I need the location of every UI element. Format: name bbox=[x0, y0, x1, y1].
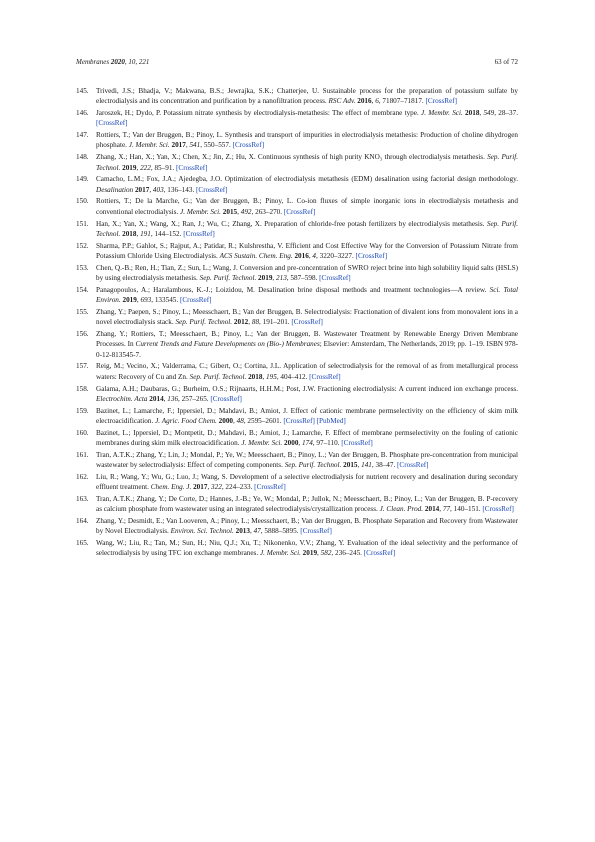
reference-journal: J. Agric. Food Chem. bbox=[155, 416, 217, 425]
reference-number: 145. bbox=[76, 87, 89, 95]
reference-item: 149. Camacho, L.M.; Fox, J.A.; Ajedegba, J.O. Optimization of electrodialysis metathesis (EDM) desalination using factorial design methodology. Desalination 2017, 403, 136–143. [CrossRef] bbox=[76, 175, 518, 194]
reference-item: 147. Rottiers, T.; Van der Bruggen, B.; Pinoy, L. Synthesis and transport of impurities in electrodialysis metathesis: Production of choline dihydrogen phosphate. J. Membr. Sci. 2017, 541, 550–557. [CrossRef] bbox=[76, 131, 518, 150]
reference-volume: 582 bbox=[320, 549, 332, 558]
crossref-link[interactable]: [CrossRef] bbox=[300, 527, 332, 536]
reference-authors-title: Trivedi, J.S.; Bhadja, V.; Makwana, B.S.; Jewrajka, S.K.; Chatterjee, U. Sustainable process for the preparation of potassium sulfate by electrodialysis and its concentration and purification by a nanofiltration process. bbox=[96, 87, 518, 106]
reference-journal: Sep. Purif. Technol. bbox=[96, 219, 519, 238]
reference-journal: Sci. Total Environ. bbox=[96, 285, 518, 305]
reference-number: 146. bbox=[76, 109, 89, 118]
crossref-link[interactable]: [CrossRef] bbox=[482, 505, 514, 514]
reference-volume: 492 bbox=[240, 207, 252, 216]
reference-number: 152. bbox=[76, 241, 89, 250]
reference-authors-title: Jaroszek, H.; Dydo, P. Potassium nitrate synthesis by electrodialysis-metathesis: The effect of membrane type. bbox=[96, 109, 419, 118]
crossref-link[interactable]: [CrossRef] bbox=[183, 229, 215, 238]
reference-authors-title: Zhang, X.; Han, X.; Yan, X.; Chen, X.; Jin, Z.; Hu, X. Continuous synthesis of high purity KNO₃ through electrodialysis metathesis. bbox=[96, 153, 485, 162]
reference-number: 158. bbox=[76, 384, 89, 393]
reference-year: 2015 bbox=[343, 461, 358, 470]
reference-volume: 549 bbox=[483, 109, 495, 118]
reference-year: 2017 bbox=[134, 185, 150, 194]
reference-year: 2013 bbox=[235, 527, 250, 536]
reference-number: 160. bbox=[76, 428, 89, 437]
reference-item bbox=[76, 329, 519, 360]
reference-pages: , 263–270. bbox=[251, 207, 283, 216]
reference-number: 150. bbox=[76, 197, 89, 206]
crossref-link[interactable]: [CrossRef] bbox=[96, 119, 128, 128]
reference-item: 160. Bazinet, L.; Ippersiel, D.; Montpetit, D.; Mahdavi, B.; Amiot, J.; Lamarche, F. Effect of membrane permselectivity on the fouling of cationic membranes during skim milk electroacidification. J. Membr. Sci. 2000, 174, 97–110. [CrossRef] bbox=[76, 428, 518, 447]
reference-pages: , 144–152. bbox=[150, 229, 182, 238]
crossref-link[interactable]: [CrossRef] bbox=[425, 97, 458, 106]
reference-authors-title: Zhang, Y.; Desmidt, E.; Van Looveren, A.; Pinoy, L.; Meesschaert, B.; Van der Bruggen, B. Phosphate Separation and Recovery from Wastewater by Novel Electrodialysis. bbox=[96, 517, 518, 536]
reference-authors-title: Galama, A.H.; Daubaras, G.; Burheim, O.S.; Rijnaarts, H.H.M.; Post, J.W. Fractioning electrodialysis: A current induced ion exchange process. bbox=[96, 384, 518, 393]
reference-year: 2018 bbox=[248, 372, 263, 381]
reference-item: 148. Zhang, X.; Han, X.; Yan, X.; Chen, X.; Jin, Z.; Hu, X. Continuous synthesis of high purity KNO₃ through electrodialysis metathesis. Sep. Purif. Technol. 2019, 222, 85–91. [CrossRef] bbox=[76, 153, 519, 172]
reference-authors-title: Chen, Q.-B.; Ren, H.; Tian, Z.; Sun, L.; Wang, J. Conversion and pre-concentration of SWRO reject brine into high solubility liquid salts (HSLS) by using electrodialysis metathesis. bbox=[96, 263, 518, 283]
crossref-link[interactable]: [CrossRef] bbox=[397, 461, 429, 470]
reference-item: 162. Liu, R.; Wang, Y.; Wu, G.; Luo, J.; Wang, S. Development of a selective electrodialysis for nutrient recovery and desalination during secondary effluent treatment. Chem. Eng. J. 2017, 322, 224–233. [CrossRef] bbox=[76, 472, 518, 492]
reference-pages: , 224–233. bbox=[221, 483, 253, 492]
reference-pages: , 3220–3227. bbox=[316, 251, 354, 260]
reference-authors-title: Rottiers, T.; De la Marche, G.; Van der Bruggen, B.; Pinoy, L. Co-ion fluxes of simple inorganic ions in electrodialysis metathesis and conventional electrodialysis. bbox=[96, 197, 518, 216]
reference-authors-title: Camacho, L.M.; Fox, J.A.; Ajedegba, J.O. Optimization of electrodialysis metathesis (EDM) desalination using factorial design methodology. bbox=[96, 175, 518, 184]
reference-journal: Sep. Purif. Technol. bbox=[175, 318, 233, 327]
reference-pages: , 236–245. bbox=[331, 549, 362, 558]
reference-volume: 141 bbox=[361, 461, 372, 470]
reference-year: 2019 bbox=[122, 163, 137, 172]
reference-journal: Sep. Purif. Technol. bbox=[284, 461, 342, 470]
reference-journal: J. Membr. Sci. bbox=[421, 109, 463, 118]
reference-item: 165. Wang, W.; Liu, R.; Tan, M.; Sun, H.; Niu, Q.J.; Xu, T.; Nikonenko, V.V.; Zhang, Y. Evaluation of the ideal selectivity and the performance of selectrodialysis by using TFC ion exchange membranes. J. Membr. Sci. 2019, 582, 236–245. [CrossRef] bbox=[76, 539, 518, 558]
reference-journal: J. Membr. Sci. bbox=[180, 207, 221, 216]
reference-number: 151. bbox=[76, 219, 89, 228]
reference-year: 2019 bbox=[302, 549, 318, 558]
reference-pages: , 28–37. bbox=[494, 109, 519, 118]
reference-journal: Desalination bbox=[96, 185, 134, 194]
crossref-link[interactable]: [CrossRef] bbox=[309, 372, 341, 381]
crossref-link[interactable]: [CrossRef] bbox=[283, 207, 316, 216]
reference-journal: J. Membr. Sci. bbox=[241, 439, 283, 447]
reference-volume: 47 bbox=[253, 527, 261, 536]
reference-year: 2012 bbox=[233, 318, 249, 327]
reference-authors-title: Tran, A.T.K.; Zhang, Y.; Lin, J.; Mondal, P.; Ye, W.; Meesschaert, B.; Pinoy, L.; Van der Bruggen, B. Phosphate pre-concentration from municipal wastewater by selectrodialysis: Effect of competing components. bbox=[96, 450, 518, 470]
reference-journal: J. Clean. Prod. bbox=[379, 505, 424, 514]
journal-year: 2020 bbox=[110, 58, 125, 66]
reference-item: 157. Reig, M.; Vecino, X.; Valderrama, C.; Gibert, O.; Cortina, J.L. Application of selectrodialysis for the removal of as from metallurgical process waters: Recovery of Cu and Zn. Sep. Purif. Technol. 2018, 195, 404–412. [CrossRef] bbox=[76, 362, 518, 381]
reference-year: 2019 bbox=[258, 274, 273, 283]
reference-authors-title: Sharma, P.P.; Gahlot, S.; Rajput, A.; Patidar, R.; Kulshrestha, V. Efficient and Cost Effective Way for the Conversion of Potassium Nitrate from Potassium Chloride Using Electrodialysis. bbox=[96, 241, 518, 260]
reference-item: 161. Tran, A.T.K.; Zhang, Y.; Lin, J.; Mondal, P.; Ye, W.; Meesschaert, B.; Pinoy, L.; Van der Bruggen, B. Phosphate pre-concentration from municipal wastewater by selectrodialysis: Effect of competing components. Sep. Purif. Technol. 2015, 141, 38–47. [CrossRef] bbox=[76, 450, 518, 470]
crossref-link[interactable]: [CrossRef] bbox=[319, 274, 351, 283]
reference-item: 158. Galama, A.H.; Daubaras, G.; Burheim, O.S.; Rijnaarts, H.H.M.; Post, J.W. Fractioning electrodialysis: A current induced ion exchange process. Electrochim. Acta 2014, 136, 257–265. [CrossRef] bbox=[76, 384, 518, 403]
reference-journal: Sep. Purif. Technol. bbox=[199, 274, 257, 283]
reference-pages: , 97–110. bbox=[312, 439, 340, 447]
reference-number: 159. bbox=[76, 406, 89, 415]
reference-volume: 4 bbox=[312, 251, 317, 260]
reference-journal: Environ. Sci. Technol. bbox=[170, 527, 234, 536]
journal-name: Membranes bbox=[76, 58, 110, 66]
reference-authors-title: Rottiers, T.; Van der Bruggen, B.; Pinoy, L. Synthesis and transport of impurities in electrodialysis metathesis: Production of choline dihydrogen phosphate. bbox=[96, 131, 518, 150]
reference-pages: , 550–557. bbox=[200, 141, 231, 150]
reference-volume: 48 bbox=[236, 416, 244, 425]
reference-volume: 77 bbox=[442, 505, 451, 514]
reference-journal: ACS Sustain. Chem. Eng. bbox=[219, 251, 293, 260]
reference-volume: 541 bbox=[189, 141, 201, 150]
reference-journal: J. Membr. Sci. bbox=[259, 549, 301, 558]
reference-year: 2018 bbox=[465, 109, 480, 118]
reference-number: 161. bbox=[76, 450, 89, 459]
reference-number: 153. bbox=[76, 263, 89, 272]
reference-volume: 195 bbox=[266, 372, 277, 381]
crossref-link[interactable]: [CrossRef] bbox=[196, 185, 228, 194]
reference-number: 162. bbox=[76, 472, 89, 481]
journal-volume: 10 bbox=[128, 58, 136, 66]
reference-authors-title: Zhang, Y.; Rottiers, T.; Meesschaert, B.; Pinoy, L.; Van der Bruggen, B. Wastewater Treatment by Renewable Energy Driven Membrane Processes. In bbox=[96, 330, 518, 349]
crossref-link[interactable]: [CrossRef] bbox=[363, 549, 396, 558]
reference-year: 2014 bbox=[149, 394, 164, 403]
reference-pages: , 587–598. bbox=[286, 274, 318, 283]
reference-volume: 136 bbox=[167, 394, 179, 403]
reference-year: 2017 bbox=[193, 483, 208, 492]
crossref-link[interactable]: [CrossRef] bbox=[291, 318, 323, 327]
article-number: 221 bbox=[138, 58, 150, 66]
pubmed-link[interactable]: [PubMed] bbox=[316, 416, 346, 425]
reference-journal: Sep. Purif. Technol. bbox=[189, 372, 247, 381]
reference-number: 154. bbox=[76, 285, 89, 294]
reference-pages: ; Elsevier: Amsterdam, The Netherlands, 2019; pp. 1–19. ISBN 978-0-12-813545-7. bbox=[96, 340, 519, 359]
reference-pages: , 85–91. bbox=[150, 163, 175, 172]
reference-authors-title: Bazinet, L.; Lamarche, F.; Ippersiel, D.; Mahdavi, B.; Amiot, J. Effect of cationic membrane permselectivity on the efficiency of skim milk electroacidification. bbox=[96, 406, 518, 425]
page-number: 63 of 72 bbox=[494, 58, 518, 66]
crossref-link[interactable]: [CrossRef] bbox=[355, 251, 388, 260]
reference-journal: Sep. Purif. Technol. bbox=[96, 153, 519, 172]
crossref-link[interactable]: [CrossRef] bbox=[232, 141, 265, 150]
reference-authors-title: Wang, W.; Liu, R.; Tan, M.; Sun, H.; Niu, Q.J.; Xu, T.; Nikonenko, V.V.; Zhang, Y. Evaluation of the ideal selectivity and the performance of selectrodialysis by using TFC ion exchange membranes. bbox=[96, 539, 518, 558]
reference-item: 155. Zhang, Y.; Paepen, S.; Pinoy, L.; Meesschaert, B.; Van der Bruggen, B. Selectrodialysis: Fractionation of divalent ions from monovalent ions in a novel electrodialysis stack. Sep. Purif. Technol. 2012, 88, 191–201. [CrossRef] bbox=[76, 307, 518, 327]
reference-number: 156. bbox=[76, 330, 89, 339]
reference-pages: , 2595–2601. bbox=[243, 416, 282, 425]
crossref-link[interactable]: [CrossRef] bbox=[176, 163, 208, 172]
reference-authors-title: Tran, A.T.K.; Zhang, Y.; De Corte, D.; Hannes, J.-B.; Ye, W.; Mondal, P.; Jullok, N.; Meesschaert, B.; Pinoy, L.; Van der Bruggen, B. P-recovery as calcium phosphate from wastewater using an integrated selectrodialysis/crystallization process. bbox=[96, 494, 518, 514]
reference-volume: 322 bbox=[211, 483, 222, 492]
reference-journal: RSC Adv. bbox=[328, 97, 356, 106]
reference-volume: 403 bbox=[152, 185, 164, 194]
reference-list bbox=[0, 86, 595, 560]
reference-pages: , 71807–71817. bbox=[378, 97, 424, 106]
reference-volume: 174 bbox=[302, 439, 313, 447]
crossref-link[interactable]: [CrossRef] bbox=[179, 296, 212, 305]
reference-journal: Chem. Eng. J. bbox=[150, 483, 192, 492]
reference-item: 154. Panagopoulos, A.; Haralambous, K.-J.; Loizidou, M. Desalination brine disposal methods and treatment technologies—A review. Sci. Total Environ. 2019, 693, 133545. [CrossRef] bbox=[76, 285, 518, 305]
reference-number: 147. bbox=[76, 131, 89, 140]
reference-item: 152. Sharma, P.P.; Gahlot, S.; Rajput, A.; Patidar, R.; Kulshrestha, V. Efficient and Cost Effective Way for the Conversion of Potassium Nitrate from Potassium Chloride Using Electrodialysis. ACS Sustain. Chem. Eng. 2016, 4, 3220–3227. [CrossRef] bbox=[76, 241, 518, 260]
reference-number: 148. bbox=[76, 153, 89, 162]
reference-pages: , 136–143. bbox=[163, 185, 195, 194]
reference-year: 2015 bbox=[222, 207, 238, 216]
reference-volume: 88 bbox=[251, 318, 260, 327]
reference-number: 164. bbox=[76, 517, 89, 526]
reference-pages: , 191–201. bbox=[259, 318, 290, 327]
reference-year: 2019 bbox=[122, 296, 137, 305]
reference-year: 2000 bbox=[284, 439, 299, 447]
reference-authors-title: Reig, M.; Vecino, X.; Valderrama, C.; Gibert, O.; Cortina, J.L. Application of selectrodialysis for the removal of as from metallurgical process waters: Recovery of Cu and Zn. bbox=[96, 362, 518, 381]
reference-pages: , 257–265. bbox=[178, 394, 209, 403]
crossref-link[interactable]: [CrossRef] bbox=[341, 439, 373, 447]
reference-volume: 213 bbox=[276, 274, 287, 283]
reference-journal: Electrochim. Acta bbox=[96, 394, 148, 403]
reference-number: 163. bbox=[76, 494, 89, 503]
crossref-link[interactable]: [CrossRef] bbox=[283, 416, 315, 425]
reference-volume: 693 bbox=[140, 296, 152, 305]
reference-year: 2017 bbox=[171, 141, 186, 150]
reference-pages: , 140–151. bbox=[450, 505, 481, 514]
reference-authors-title: Zhang, Y.; Paepen, S.; Pinoy, L.; Meesschaert, B.; Van der Bruggen, B. Selectrodialysis: Fractionation of divalent ions from monovalent ions in a novel electrodialysis stack. bbox=[96, 307, 518, 327]
reference-authors-title: Liu, R.; Wang, Y.; Wu, G.; Luo, J.; Wang, S. Development of a selective electrodialysis for nutrient recovery and desalination during secondary effluent treatment. bbox=[96, 472, 518, 492]
reference-year: 2016 bbox=[294, 251, 309, 260]
reference-pages: , 133545. bbox=[151, 296, 179, 305]
reference-volume: 191 bbox=[140, 229, 151, 238]
crossref-link[interactable]: [CrossRef] bbox=[210, 394, 242, 403]
reference-volume: 6 bbox=[375, 97, 379, 106]
reference-item: 150. Rottiers, T.; De la Marche, G.; Van der Bruggen, B.; Pinoy, L. Co-ion fluxes of simple inorganic ions in electrodialysis metathesis and conventional electrodialysis. J. Membr. Sci. 2015, 492, 263–270. [CrossRef] bbox=[76, 197, 518, 216]
reference-year: 2000 bbox=[218, 416, 233, 425]
crossref-link[interactable]: [CrossRef] bbox=[254, 483, 286, 492]
reference-item: 163. Tran, A.T.K.; Zhang, Y.; De Corte, D.; Hannes, J.-B.; Ye, W.; Mondal, P.; Jullok, N.; Meesschaert, B.; Pinoy, L.; Van der Bruggen, B. P-recovery as calcium phosphate from wastewater using an integrated selectrodialysis/crystallization process. J. Clean. Prod. 2014, 77, 140–151. [CrossRef] bbox=[76, 494, 518, 514]
reference-volume: 222 bbox=[140, 163, 151, 172]
reference-pages: , 5888–5895. bbox=[260, 527, 299, 536]
reference-item: 145. Trivedi, J.S.; Bhadja, V.; Makwana, B.S.; Jewrajka, S.K.; Chatterjee, U. Sustainable process for the preparation of potassium sulfate by electrodialysis and its concentration and purification by a nanofiltration process. RSC Adv. 2016, 6, 71807–71817. [CrossRef] bbox=[76, 87, 518, 106]
reference-authors-title: Panagopoulos, A.; Haralambous, K.-J.; Loizidou, M. Desalination brine disposal methods and treatment technologies—A review. bbox=[96, 285, 487, 294]
reference-pages: , 404–412. bbox=[276, 372, 308, 381]
reference-authors-title: Han, X.; Yan, X.; Wang, X.; Ran, J.; Wu, C.; Zhang, X. Preparation of chloride-free potash fertilizers by electrodialysis metathesis. bbox=[96, 219, 485, 228]
reference-item: 159. Bazinet, L.; Lamarche, F.; Ippersiel, D.; Mahdavi, B.; Amiot, J. Effect of cationic membrane permselectivity on the efficiency of skim milk electroacidification. J. Agric. Food Chem. 2000, 48, 2595–2601. [CrossRef] [PubMed] bbox=[76, 406, 518, 425]
running-header: Membranes 2020, 10, 221 63 of 72 bbox=[76, 58, 518, 66]
reference-year: 2014 bbox=[424, 505, 440, 514]
reference-journal: Current Trends and Future Developments on (Bio-) Membranes bbox=[135, 340, 320, 349]
reference-item: 146. Jaroszek, H.; Dydo, P. Potassium nitrate synthesis by electrodialysis-metathesis: The effect of membrane type. J. Membr. Sci. 2018, 549, 28–37. [CrossRef] bbox=[76, 109, 519, 128]
reference-authors-title: Bazinet, L.; Ippersiel, D.; Montpetit, D.; Mahdavi, B.; Amiot, J.; Lamarche, F. Effect of membrane permselectivity on the fouling of cationic membranes during skim milk electroacidification. bbox=[96, 428, 518, 447]
reference-number: 157. bbox=[76, 362, 89, 371]
reference-item: 151. Han, X.; Yan, X.; Wang, X.; Ran, J.; Wu, C.; Zhang, X. Preparation of chloride-free potash fertilizers by electrodialysis metathesis. Sep. Purif. Technol. 2018, 191, 144–152. [CrossRef] bbox=[76, 219, 519, 238]
reference-item: 164. Zhang, Y.; Desmidt, E.; Van Looveren, A.; Pinoy, L.; Meesschaert, B.; Van der Bruggen, B. Phosphate Separation and Recovery from Wastewater by Novel Electrodialysis. Environ. Sci. Technol. 2013, 47, 5888–5895. [CrossRef] bbox=[76, 517, 518, 536]
reference-pages: , 38–47. bbox=[371, 461, 396, 470]
reference-year: 2018 bbox=[122, 229, 137, 238]
reference-number: 165. bbox=[76, 539, 89, 548]
reference-number: 149. bbox=[76, 175, 89, 184]
reference-number: 155. bbox=[76, 307, 89, 316]
reference-year: 2016 bbox=[357, 97, 372, 106]
reference-item: 153. Chen, Q.-B.; Ren, H.; Tian, Z.; Sun, L.; Wang, J. Conversion and pre-concentration of SWRO reject brine into high solubility liquid salts (HSLS) by using electrodialysis metathesis. Sep. Purif. Technol. 2019, 213, 587–598. [CrossRef] bbox=[76, 263, 518, 283]
reference-journal: J. Membr. Sci. bbox=[128, 141, 170, 150]
